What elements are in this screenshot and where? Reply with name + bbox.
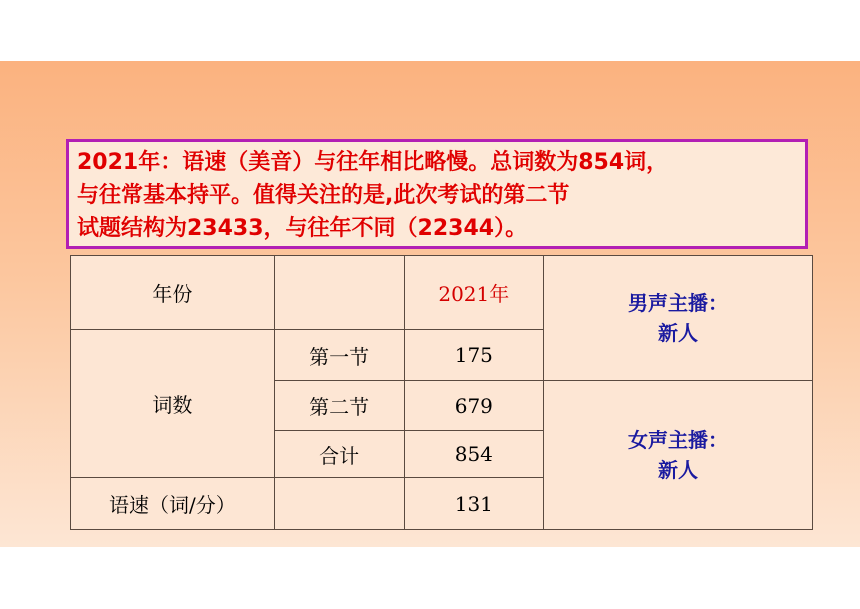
- speed-blank-cell: [274, 478, 404, 530]
- female-anchor-cell: [543, 381, 812, 530]
- callout-line-2: 与往常基本持平。值得关注的是,此次考试的第二节: [77, 183, 570, 208]
- female-anchor-title: 女声主播：: [627, 428, 728, 452]
- callout-line-3: 试题结构为23433，与往年不同（22344）。: [77, 216, 528, 241]
- male-anchor-title: 男声主播：: [627, 291, 728, 315]
- speed-value-cell: 131: [404, 478, 543, 530]
- section-cell: 合计: [274, 431, 404, 478]
- value-cell: 854: [404, 431, 543, 478]
- value-cell: 175: [404, 330, 543, 381]
- callout-line-1: 2021年：语速（美音）与往年相比略慢。总词数为854词，: [77, 150, 669, 175]
- male-anchor-cell: [543, 256, 812, 381]
- table-row-header: [71, 256, 813, 330]
- female-anchor-value: 新人: [657, 458, 698, 482]
- year-value-cell: 2021年: [404, 256, 543, 330]
- exam-stats-table: [70, 255, 813, 530]
- speed-label-cell: 语速（词/分）: [71, 478, 275, 530]
- value-cell: 679: [404, 381, 543, 431]
- blank-header-cell: [274, 256, 404, 330]
- male-anchor-value: 新人: [657, 321, 698, 345]
- section-cell: 第一节: [274, 330, 404, 381]
- section-cell: 第二节: [274, 381, 404, 431]
- year-header-cell: 年份: [71, 256, 275, 330]
- word-count-label-cell: 词数: [71, 330, 275, 478]
- summary-callout: [66, 139, 808, 249]
